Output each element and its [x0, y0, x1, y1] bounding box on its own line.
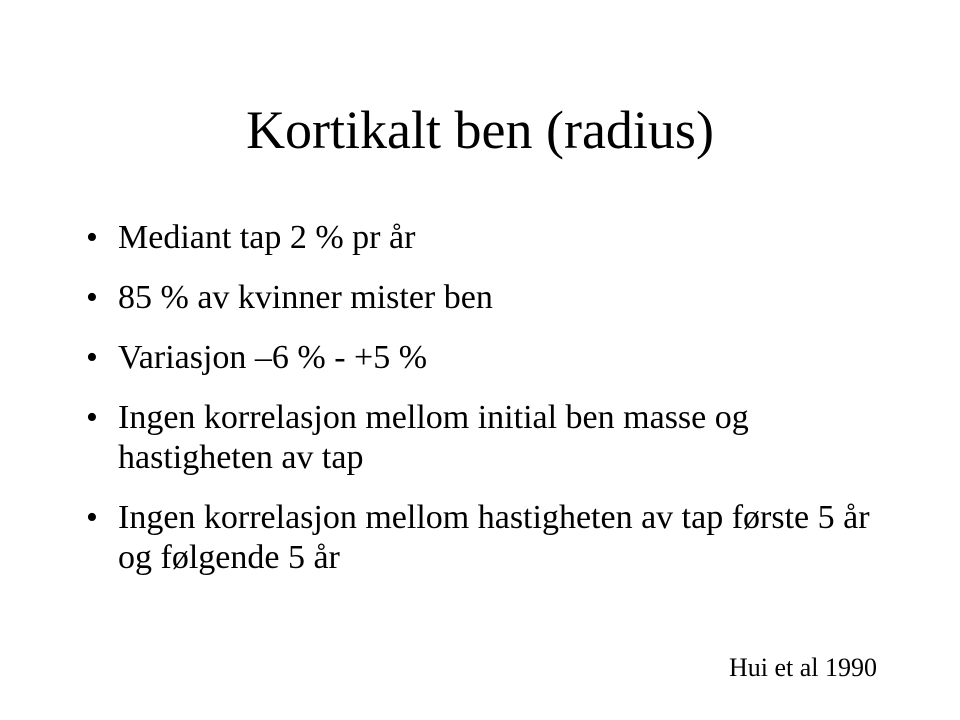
bullet-text: Ingen korrelasjon mellom initial ben masse og hastigheten av tap [118, 399, 749, 476]
bullet-icon: • [86, 219, 98, 256]
bullet-text: 85 % av kvinner mister ben [118, 279, 493, 316]
bullet-text: Ingen korrelasjon mellom hastigheten av tap første 5 år og følgende 5 år [118, 499, 870, 576]
bullet-icon: • [86, 279, 98, 316]
bullet-item [86, 398, 906, 478]
slide-title: Kortikalt ben (radius) [246, 100, 714, 160]
bullet-list [86, 218, 906, 598]
bullet-item [86, 498, 906, 578]
bullet-item [86, 278, 906, 318]
bullet-icon: • [86, 499, 98, 536]
bullet-icon: • [86, 339, 98, 376]
bullet-text: Mediant tap 2 % pr år [118, 219, 416, 256]
bullet-text: Variasjon –6 % - +5 % [118, 339, 428, 376]
bullet-item [86, 338, 906, 378]
bullet-item [86, 218, 906, 258]
citation: Hui et al 1990 [728, 653, 877, 682]
bullet-icon: • [86, 399, 98, 436]
